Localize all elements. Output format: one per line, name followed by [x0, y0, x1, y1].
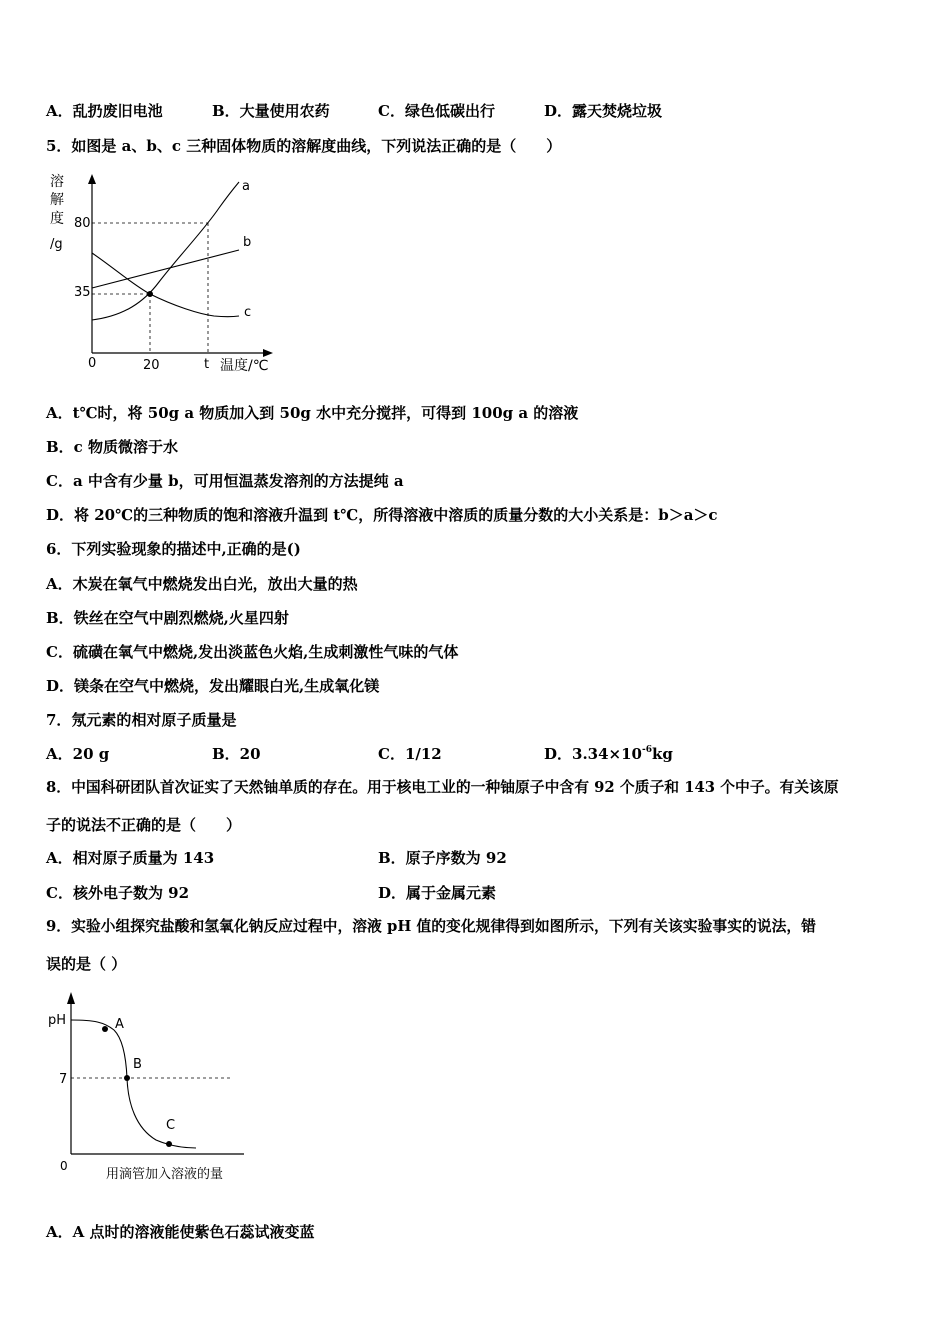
q8-option-d: D．属于金属元素	[378, 884, 497, 902]
ylabel-char: 溶	[50, 174, 64, 190]
q7-option-c: C．1/12	[378, 745, 442, 763]
y-tick-35: 35	[74, 285, 91, 300]
q4-option-a: A．乱扔废旧电池	[46, 102, 163, 120]
point-a	[102, 1026, 108, 1032]
point-b	[124, 1075, 130, 1081]
q8-stem-line1: 8．中国科研团队首次证实了天然铀单质的存在。用于核电工业的一种铀原子中含有 92 个质子和 143 个中子。有关该原	[46, 779, 839, 796]
x-axis-label: 用滴管加入溶液的量	[106, 1167, 224, 1182]
ph-curve	[71, 1020, 196, 1148]
y-tick-80: 80	[74, 216, 91, 231]
q9-stem-line2: 误的是（ ）	[46, 955, 127, 973]
q9-option-a: A．A 点时的溶液能使紫色石蕊试液变蓝	[46, 1223, 315, 1241]
point-label-c: C	[166, 1118, 176, 1133]
q5-stem: 5．如图是 a、b、c 三种固体物质的溶解度曲线，下列说法正确的是（ ）	[46, 137, 562, 155]
q5-option-d: D．将 20℃的三种物质的饱和溶液升温到 t℃，所得溶液中溶质的质量分数的大小关系是：b＞a＞c	[46, 506, 718, 524]
curve-label-a: a	[242, 179, 250, 194]
q8-option-a: A．相对原子质量为 143	[46, 849, 215, 867]
q7-option-d-prefix: D．3.34×10	[544, 745, 642, 763]
x-tick-t: t	[204, 357, 210, 372]
q4-option-c: C．绿色低碳出行	[378, 102, 495, 120]
point-label-a: A	[115, 1017, 124, 1032]
q6-option-d: D．镁条在空气中燃烧，发出耀眼白光,生成氧化镁	[46, 677, 380, 695]
q8-option-b: B．原子序数为 92	[378, 849, 507, 867]
ylabel-char: 度	[50, 211, 64, 227]
q7-option-d	[544, 744, 673, 764]
q5-option-b: B．c 物质微溶于水	[46, 438, 179, 456]
q9-stem-line1: 9．实验小组探究盐酸和氢氧化钠反应过程中，溶液 pH 值的变化规律得到如图所示，下列有关该实验事实的说法，错	[46, 918, 816, 935]
x-tick-0: 0	[88, 356, 97, 371]
solubility-curve-figure	[44, 168, 284, 382]
q5-option-a: A．t℃时，将 50g a 物质加入到 50g 水中充分搅拌，可得到 100g a 的溶液	[46, 404, 579, 422]
ph-curve-figure	[44, 986, 264, 1190]
q6-option-a: A．木炭在氧气中燃烧发出白光，放出大量的热	[46, 575, 358, 593]
q4-option-d: D．露天焚烧垃圾	[544, 102, 663, 120]
point-label-b: B	[133, 1057, 142, 1072]
intersection-point	[147, 291, 153, 297]
x-axis-label: 温度/℃	[220, 358, 269, 374]
y-axis-arrow	[67, 992, 75, 1004]
curve-a	[92, 182, 239, 320]
q7-option-d-unit: kg	[651, 745, 673, 763]
q7-option-b: B．20	[212, 745, 261, 763]
q8-option-c: C．核外电子数为 92	[46, 884, 190, 902]
q8-stem-line2: 子的说法不正确的是（ ）	[46, 816, 242, 834]
y-axis-arrow	[88, 174, 96, 184]
q5-option-c: C．a 中含有少量 b，可用恒温蒸发溶剂的方法提纯 a	[46, 472, 404, 490]
ylabel-char: 解	[50, 192, 64, 208]
q7-option-d-exponent: -6	[641, 745, 652, 755]
origin-label: 0	[60, 1159, 68, 1173]
x-axis-arrow	[263, 349, 273, 357]
q4-option-b: B．大量使用农药	[212, 102, 330, 120]
curve-c	[92, 253, 239, 317]
point-c	[166, 1141, 172, 1147]
q7-stem: 7．氖元素的相对原子质量是	[46, 711, 237, 729]
q6-stem: 6．下列实验现象的描述中,正确的是()	[46, 540, 301, 558]
y-tick-7: 7	[59, 1072, 68, 1087]
curve-label-c: c	[244, 305, 252, 320]
y-axis-label: pH	[48, 1013, 67, 1028]
ylabel-char: /g	[50, 237, 63, 252]
curve-label-b: b	[243, 235, 252, 250]
q7-option-a: A．20 g	[46, 745, 110, 763]
q6-option-c: C．硫磺在氧气中燃烧,发出淡蓝色火焰,生成刺激性气味的气体	[46, 643, 459, 661]
q6-option-b: B．铁丝在空气中剧烈燃烧,火星四射	[46, 609, 289, 627]
x-tick-20: 20	[143, 358, 160, 373]
